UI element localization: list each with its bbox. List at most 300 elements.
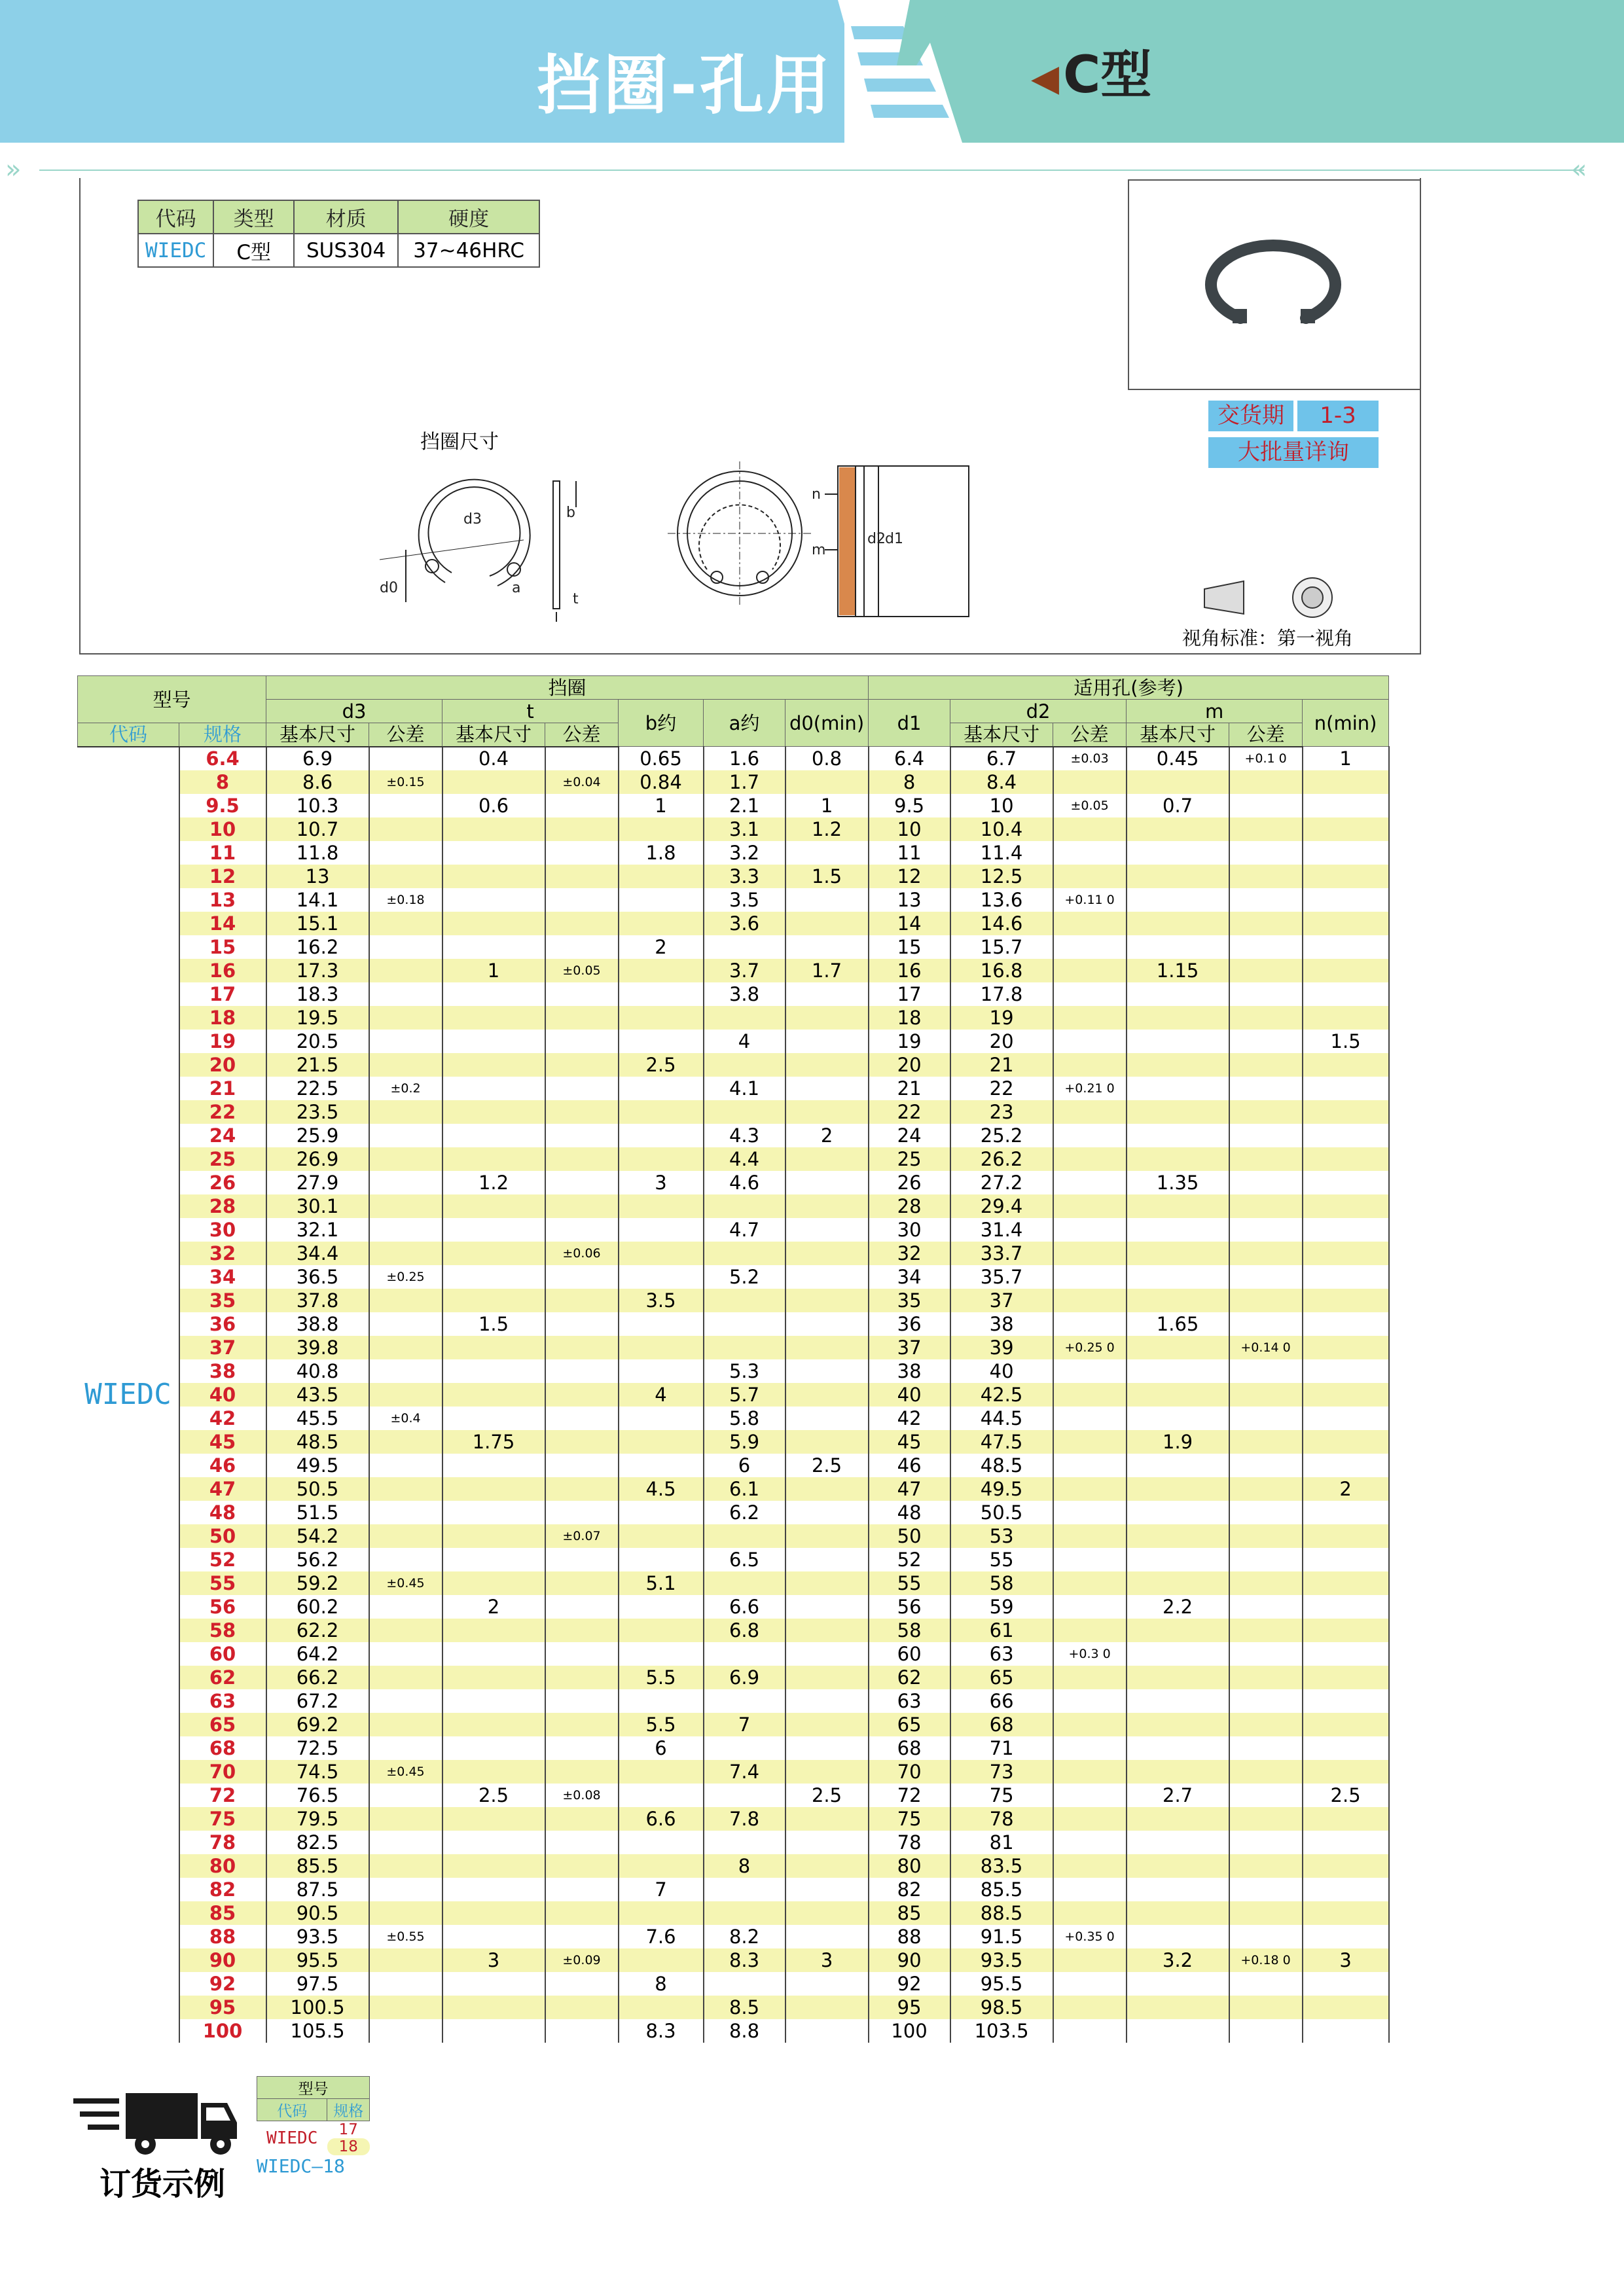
value-cell <box>619 1948 704 1972</box>
value-cell <box>785 1595 869 1619</box>
value-cell <box>369 1878 442 1901</box>
value-cell <box>442 1996 545 2019</box>
value-cell: 30 <box>869 1218 950 1242</box>
order-model: 型号 <box>257 2077 370 2099</box>
value-cell <box>545 1901 619 1925</box>
value-cell <box>1303 888 1389 912</box>
header-code: 代码 <box>78 723 179 747</box>
value-cell <box>704 1689 785 1713</box>
value-cell <box>545 1312 619 1336</box>
value-cell: 58 <box>950 1571 1053 1595</box>
spec-cell: 100 <box>179 2019 266 2043</box>
value-cell <box>1127 1878 1229 1901</box>
value-cell <box>785 1077 869 1100</box>
value-cell <box>619 1619 704 1642</box>
label-m: m <box>812 542 826 558</box>
spec-cell: 36 <box>179 1312 266 1336</box>
value-cell <box>1229 1642 1303 1666</box>
value-cell: 4.1 <box>704 1077 785 1100</box>
value-cell <box>545 912 619 935</box>
value-cell: 100 <box>869 2019 950 2043</box>
value-cell: ±0.04 <box>545 770 619 794</box>
table-row <box>78 1477 1389 1501</box>
value-cell <box>369 982 442 1006</box>
value-cell <box>785 1242 869 1265</box>
value-cell: 5.8 <box>704 1407 785 1430</box>
delivery-truck-icon <box>73 2087 244 2159</box>
type-label-text: C型 <box>1063 46 1152 105</box>
value-cell <box>442 935 545 959</box>
value-cell <box>1053 1689 1127 1713</box>
value-cell <box>785 1807 869 1831</box>
table-row <box>78 1548 1389 1571</box>
value-cell <box>545 1595 619 1619</box>
value-cell <box>1127 2019 1229 2043</box>
value-cell <box>619 1077 704 1100</box>
spec-cell: 48 <box>179 1501 266 1524</box>
table-row <box>78 1265 1389 1289</box>
table-row <box>78 1501 1389 1524</box>
value-cell <box>1053 1477 1127 1501</box>
value-cell <box>1229 865 1303 888</box>
value-cell <box>1303 1501 1389 1524</box>
value-cell: 23 <box>950 1100 1053 1124</box>
value-cell: 14.1 <box>266 888 369 912</box>
value-cell <box>1303 841 1389 865</box>
value-cell <box>619 1124 704 1147</box>
value-cell <box>1303 1854 1389 1878</box>
value-cell <box>369 1336 442 1359</box>
value-cell <box>545 1878 619 1901</box>
value-cell: 2.2 <box>1127 1595 1229 1619</box>
value-cell <box>785 1666 869 1689</box>
value-cell <box>619 1218 704 1242</box>
value-cell <box>785 1312 869 1336</box>
value-cell <box>442 1642 545 1666</box>
value-cell: 6.6 <box>704 1595 785 1619</box>
value-cell <box>1127 1524 1229 1548</box>
value-cell <box>619 1689 704 1713</box>
value-cell: ±0.15 <box>369 770 442 794</box>
value-cell <box>1053 865 1127 888</box>
spec-cell: 78 <box>179 1831 266 1854</box>
value-cell <box>1303 1171 1389 1194</box>
projection-symbol-icon <box>1198 576 1348 622</box>
value-cell: 1.6 <box>704 747 785 770</box>
value-cell: ±0.4 <box>369 1407 442 1430</box>
value-cell <box>1053 912 1127 935</box>
value-cell: 1.15 <box>1127 959 1229 982</box>
header-d1: d1 <box>869 700 950 747</box>
value-cell: 79.5 <box>266 1807 369 1831</box>
value-cell: 5.2 <box>704 1265 785 1289</box>
header-m-basic: 基本尺寸 <box>1127 723 1229 747</box>
value-cell <box>619 1501 704 1524</box>
value-cell <box>369 959 442 982</box>
value-cell: 20 <box>869 1053 950 1077</box>
value-cell <box>1303 1053 1389 1077</box>
value-cell: +0.35 0 <box>1053 1925 1127 1948</box>
value-cell <box>1229 1760 1303 1784</box>
table-row <box>78 1619 1389 1642</box>
value-cell: 6.4 <box>869 747 950 770</box>
value-cell: 1 <box>785 794 869 817</box>
value-cell <box>545 1619 619 1642</box>
value-cell <box>1127 1477 1229 1501</box>
header-m: m <box>1127 700 1303 723</box>
value-cell <box>369 1784 442 1807</box>
value-cell <box>1127 1760 1229 1784</box>
value-cell: 21 <box>869 1077 950 1100</box>
spec-cell: 70 <box>179 1760 266 1784</box>
value-cell <box>369 1242 442 1265</box>
value-cell: 22 <box>869 1100 950 1124</box>
value-cell <box>442 1218 545 1242</box>
value-cell: 1.9 <box>1127 1430 1229 1454</box>
value-cell: 65 <box>950 1666 1053 1689</box>
view-standard: 视角标准：第一视角 <box>1182 627 1354 649</box>
table-row <box>78 1218 1389 1242</box>
value-cell: 8.5 <box>704 1996 785 2019</box>
value-cell <box>1127 1336 1229 1359</box>
order-spec-header: 规格 <box>327 2099 370 2121</box>
value-cell: 68 <box>869 1736 950 1760</box>
value-cell: 48 <box>869 1501 950 1524</box>
value-cell: 87.5 <box>266 1878 369 1901</box>
table-row <box>78 959 1389 982</box>
value-cell <box>442 1077 545 1100</box>
value-cell: ±0.08 <box>545 1784 619 1807</box>
value-cell: ±0.05 <box>1053 794 1127 817</box>
value-cell <box>619 1006 704 1030</box>
type-label <box>1031 34 1151 107</box>
value-cell: 5.7 <box>704 1383 785 1407</box>
value-cell <box>1053 770 1127 794</box>
value-cell: 95.5 <box>950 1972 1053 1996</box>
value-cell <box>1229 1713 1303 1736</box>
table-row <box>78 1713 1389 1736</box>
value-cell <box>545 1689 619 1713</box>
spec-cell: 60 <box>179 1642 266 1666</box>
spec-cell: 58 <box>179 1619 266 1642</box>
value-cell <box>1303 1831 1389 1854</box>
value-cell <box>369 1666 442 1689</box>
value-cell <box>1229 1619 1303 1642</box>
value-cell <box>1303 1760 1389 1784</box>
value-cell: 47.5 <box>950 1430 1053 1454</box>
value-cell: 6.6 <box>619 1807 704 1831</box>
value-cell <box>1303 1736 1389 1760</box>
value-cell: 5.5 <box>619 1666 704 1689</box>
value-cell <box>785 1265 869 1289</box>
value-cell <box>545 1666 619 1689</box>
value-cell: ±0.03 <box>1053 747 1127 770</box>
value-cell <box>369 1736 442 1760</box>
value-cell: 83.5 <box>950 1854 1053 1878</box>
dimension-title: 挡圈尺寸 <box>420 431 499 454</box>
value-cell <box>369 1312 442 1336</box>
value-cell: 71 <box>950 1736 1053 1760</box>
table-row <box>78 747 1389 770</box>
value-cell: 48.5 <box>266 1430 369 1454</box>
header-d2-basic: 基本尺寸 <box>950 723 1053 747</box>
value-cell <box>442 1336 545 1359</box>
value-cell <box>785 935 869 959</box>
value-cell: 5.3 <box>704 1359 785 1383</box>
value-cell <box>1127 1383 1229 1407</box>
value-cell <box>545 1171 619 1194</box>
value-cell: 4 <box>619 1383 704 1407</box>
retaining-ring-icon <box>1129 181 1420 389</box>
value-cell <box>704 1336 785 1359</box>
value-cell <box>785 1619 869 1642</box>
label-d0: d0 <box>380 580 398 596</box>
value-cell: 23.5 <box>266 1100 369 1124</box>
value-cell: ±0.45 <box>369 1571 442 1595</box>
spec-cell: 24 <box>179 1124 266 1147</box>
value-cell <box>1053 1713 1127 1736</box>
value-cell <box>1229 1454 1303 1477</box>
value-cell <box>1229 1784 1303 1807</box>
value-cell <box>545 1218 619 1242</box>
value-cell: 1.7 <box>785 959 869 982</box>
value-cell <box>442 1194 545 1218</box>
value-cell <box>619 1642 704 1666</box>
value-cell <box>1053 1760 1127 1784</box>
value-cell: 58 <box>869 1619 950 1642</box>
table-row <box>78 1925 1389 1948</box>
table-row <box>78 1878 1389 1901</box>
value-cell <box>442 1407 545 1430</box>
value-cell: 98.5 <box>950 1996 1053 2019</box>
value-cell <box>1229 1171 1303 1194</box>
value-cell <box>1303 1666 1389 1689</box>
value-cell: 6.9 <box>266 747 369 770</box>
value-cell: 56 <box>869 1595 950 1619</box>
value-cell: 95 <box>869 1996 950 2019</box>
value-cell <box>1127 1831 1229 1854</box>
value-cell <box>1303 1336 1389 1359</box>
value-cell: 5.5 <box>619 1713 704 1736</box>
value-cell <box>442 770 545 794</box>
value-cell: 61 <box>950 1619 1053 1642</box>
table-row <box>78 841 1389 865</box>
value-cell <box>1229 817 1303 841</box>
value-cell: ±0.25 <box>369 1265 442 1289</box>
value-cell <box>369 747 442 770</box>
value-cell <box>545 1713 619 1736</box>
spec-cell: 75 <box>179 1807 266 1831</box>
value-cell: 3.3 <box>704 865 785 888</box>
value-cell <box>619 1407 704 1430</box>
value-cell: 10.3 <box>266 794 369 817</box>
value-cell <box>545 794 619 817</box>
value-cell <box>1303 1194 1389 1218</box>
spec-header-type: 类型 <box>213 200 294 234</box>
value-cell <box>442 912 545 935</box>
value-cell: 6.1 <box>704 1477 785 1501</box>
value-cell <box>442 1619 545 1642</box>
model-code: WIEDC <box>78 747 179 2043</box>
table-row <box>78 1312 1389 1336</box>
value-cell: +0.1 0 <box>1229 747 1303 770</box>
value-cell <box>545 1147 619 1171</box>
value-cell: 8.4 <box>950 770 1053 794</box>
value-cell <box>369 1030 442 1053</box>
value-cell <box>369 1383 442 1407</box>
spec-cell: 16 <box>179 959 266 982</box>
table-row <box>78 888 1389 912</box>
value-cell: 90.5 <box>266 1901 369 1925</box>
value-cell <box>704 1736 785 1760</box>
value-cell: 15.7 <box>950 935 1053 959</box>
value-cell <box>1053 1501 1127 1524</box>
value-cell: 14.6 <box>950 912 1053 935</box>
value-cell <box>442 1524 545 1548</box>
value-cell <box>545 1383 619 1407</box>
value-cell <box>785 1030 869 1053</box>
value-cell <box>619 1147 704 1171</box>
value-cell: ±0.05 <box>545 959 619 982</box>
value-cell <box>1127 1077 1229 1100</box>
value-cell <box>442 1972 545 1996</box>
value-cell: 8.2 <box>704 1925 785 1948</box>
table-row <box>78 1336 1389 1359</box>
table-row <box>78 1242 1389 1265</box>
value-cell <box>619 865 704 888</box>
value-cell <box>369 2019 442 2043</box>
spec-cell: 12 <box>179 865 266 888</box>
value-cell <box>1229 1383 1303 1407</box>
value-cell: 14 <box>869 912 950 935</box>
value-cell <box>545 1831 619 1854</box>
value-cell <box>545 1006 619 1030</box>
value-cell: 1 <box>619 794 704 817</box>
value-cell <box>545 1996 619 2019</box>
value-cell: +0.11 0 <box>1053 888 1127 912</box>
value-cell <box>1229 935 1303 959</box>
value-cell <box>1127 1407 1229 1430</box>
table-row <box>78 1006 1389 1030</box>
table-row <box>78 1194 1389 1218</box>
value-cell <box>1127 1265 1229 1289</box>
value-cell: 29.4 <box>950 1194 1053 1218</box>
value-cell <box>1229 912 1303 935</box>
value-cell: 1.7 <box>704 770 785 794</box>
value-cell <box>1229 982 1303 1006</box>
value-cell: 63 <box>869 1689 950 1713</box>
value-cell <box>1127 1854 1229 1878</box>
delivery-info <box>1208 401 1379 469</box>
spec-cell: 20 <box>179 1053 266 1077</box>
value-cell <box>704 1100 785 1124</box>
value-cell: 7.8 <box>704 1807 785 1831</box>
value-cell <box>369 1454 442 1477</box>
value-cell <box>1053 1430 1127 1454</box>
value-cell: +0.3 0 <box>1053 1642 1127 1666</box>
value-cell <box>1229 1477 1303 1501</box>
spec-material: SUS304 <box>294 234 398 267</box>
value-cell <box>442 1477 545 1501</box>
spec-header-code: 代码 <box>138 200 213 234</box>
value-cell <box>704 1784 785 1807</box>
spec-cell: 88 <box>179 1925 266 1948</box>
value-cell <box>1303 1972 1389 1996</box>
value-cell <box>1303 1595 1389 1619</box>
value-cell <box>1053 1030 1127 1053</box>
value-cell <box>619 1312 704 1336</box>
order-example-code: WIEDC—18 <box>257 2155 345 2177</box>
value-cell: 49.5 <box>266 1454 369 1477</box>
dimension-diagram <box>367 452 1034 622</box>
value-cell <box>785 1831 869 1854</box>
header-d3-tol: 公差 <box>369 723 442 747</box>
value-cell: 4.5 <box>619 1477 704 1501</box>
value-cell <box>545 1265 619 1289</box>
value-cell: 40 <box>950 1359 1053 1383</box>
value-cell: 6.2 <box>704 1501 785 1524</box>
value-cell <box>704 1524 785 1548</box>
value-cell <box>442 1760 545 1784</box>
value-cell <box>785 1972 869 1996</box>
value-cell <box>1229 794 1303 817</box>
value-cell <box>442 1713 545 1736</box>
table-row <box>78 935 1389 959</box>
value-cell: 18.3 <box>266 982 369 1006</box>
value-cell <box>369 841 442 865</box>
value-cell <box>1053 1548 1127 1571</box>
spec-cell: 95 <box>179 1996 266 2019</box>
value-cell <box>442 1053 545 1077</box>
value-cell: 3.6 <box>704 912 785 935</box>
value-cell <box>1229 1407 1303 1430</box>
table-row <box>78 1524 1389 1548</box>
value-cell <box>1303 1006 1389 1030</box>
value-cell <box>442 1854 545 1878</box>
value-cell: 16.8 <box>950 959 1053 982</box>
delivery-label: 交货期 <box>1208 401 1293 431</box>
value-cell <box>545 1124 619 1147</box>
value-cell <box>704 1642 785 1666</box>
value-cell <box>369 1289 442 1312</box>
value-cell <box>369 912 442 935</box>
value-cell <box>619 1359 704 1383</box>
value-cell: 4.7 <box>704 1218 785 1242</box>
value-cell <box>1229 1878 1303 1901</box>
value-cell <box>704 1972 785 1996</box>
value-cell: 0.7 <box>1127 794 1229 817</box>
table-row <box>78 1996 1389 2019</box>
spec-cell: 37 <box>179 1336 266 1359</box>
label-d2: d2 <box>867 531 886 547</box>
value-cell: 3.2 <box>704 841 785 865</box>
delivery-value: 1-3 <box>1297 401 1379 431</box>
value-cell <box>369 1477 442 1501</box>
value-cell <box>704 1901 785 1925</box>
value-cell <box>619 1336 704 1359</box>
value-cell <box>369 1807 442 1831</box>
value-cell: 2 <box>785 1124 869 1147</box>
value-cell: 6.8 <box>704 1619 785 1642</box>
value-cell <box>369 1619 442 1642</box>
value-cell <box>1303 1713 1389 1736</box>
value-cell <box>545 1807 619 1831</box>
spec-cell: 85 <box>179 1901 266 1925</box>
value-cell <box>1127 1807 1229 1831</box>
value-cell: 42 <box>869 1407 950 1430</box>
value-cell: 1.5 <box>1303 1030 1389 1053</box>
value-cell <box>1229 1030 1303 1053</box>
